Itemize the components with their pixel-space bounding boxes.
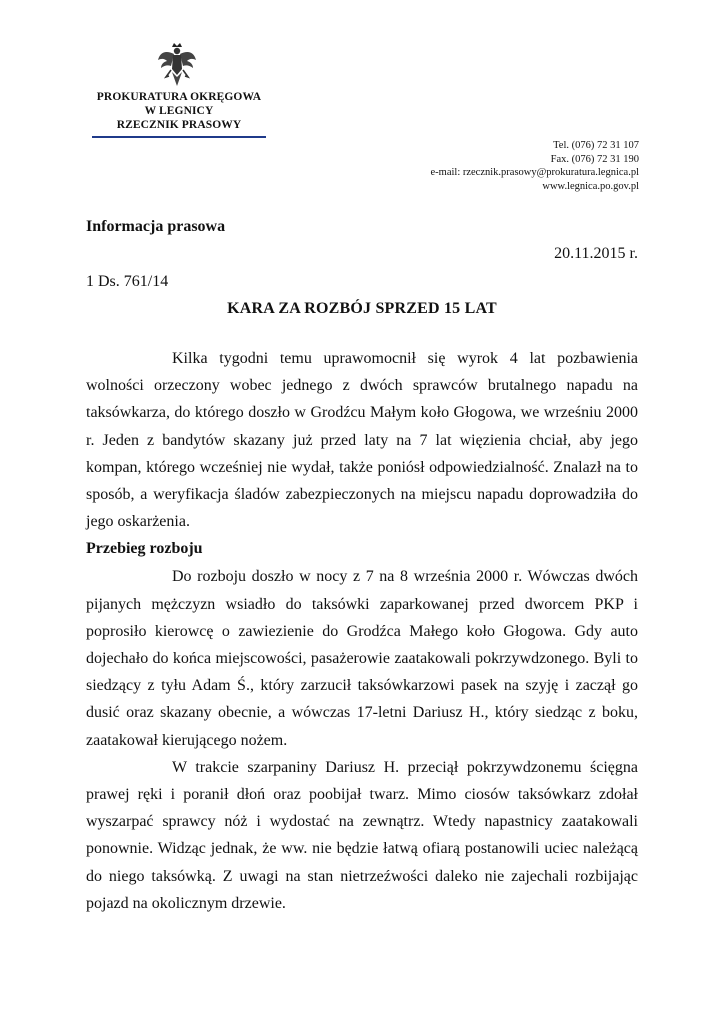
office-line-2: W LEGNICY: [144, 105, 214, 117]
contact-email: e-mail: rzecznik.prasowy@prokuratura.legnica.pl: [430, 167, 639, 178]
contact-fax: Fax. (076) 72 31 190: [550, 153, 639, 165]
office-name-block: [90, 90, 268, 132]
document-date: 20.11.2015 r.: [554, 245, 638, 262]
case-number: 1 Ds. 761/14: [86, 273, 169, 290]
document-title: KARA ZA ROZBÓJ SPRZED 15 LAT: [227, 300, 497, 317]
document-kind: Informacja prasowa: [86, 218, 226, 235]
contact-tel: Tel. (076) 72 31 107: [553, 140, 639, 151]
contact-block: [431, 139, 640, 193]
paragraph-intro: Kilka tygodni temu uprawomocnił się wyrok 4 lat pozbawienia wolności orzeczony wobec jednego z dwóch sprawców brutalnego napadu na taksówkarza, do którego doszło w Grodźcu Małym koło Głogowa, we wrześniu 2000 r. Jeden z bandytów skazany już przed laty na 7 lat więzienia chciał, aby jego kompan, którego wcześniej nie wydał, także poniósł odpowiedzialność. Znalazł na to sposób, a weryfikacja śladów zabezpieczonych na miejscu napadu doprowadziła do jego oskarżenia.: [86, 350, 638, 531]
office-line-3: RZECZNIK PRASOWY: [116, 119, 242, 131]
section-heading-przebieg: Przebieg rozboju: [86, 540, 203, 558]
header-divider: [92, 136, 266, 138]
paragraph-robbery-course: Do rozboju doszło w nocy z 7 na 8 września 2000 r. Wówczas dwóch pijanych mężczyzn wsiadło do taksówki zaparkowanej przed dworcem PKP i poprosiło kierowcę o zawiezienie do Grodźca Małego koło Głogowa. Gdy auto dojechało do końca miejscowości, pasażerowie zaatakowali pokrzywdzonego. Byli to siedzący z tyłu Adam Ś., który zarzucił taksówkarzowi pasek na szyję i zaczął go dusić oraz skazany obecnie, a wówczas 17-letni Dariusz H., który siedząc z boku, zaatakował kierującego nożem.: [86, 568, 638, 749]
document-body: [86, 345, 638, 917]
contact-website: www.legnica.po.gov.pl: [542, 180, 639, 192]
paragraph-struggle: W trakcie szarpaniny Dariusz H. przeciął pokrzywdzonemu ścięgna prawej ręki i poranił dłoń oraz poobijał twarz. Mimo ciosów taksówkarz zdołał wyszarpać sprawcy nóż i wydostać na zewnątrz. Wtedy napastnicy zaatakowali ponownie. Widząc jednak, że ww. nie będzie łatwą ofiarą postanowili uciec należącą do niego taksówką. Z uwagi na stan nietrzeźwości daleko nie zajechali rozbijając pojazd na okolicznym drzewie.: [86, 758, 638, 912]
eagle-emblem-icon: [156, 42, 198, 88]
office-line-1: PROKURATURA OKRĘGOWA: [96, 91, 262, 103]
